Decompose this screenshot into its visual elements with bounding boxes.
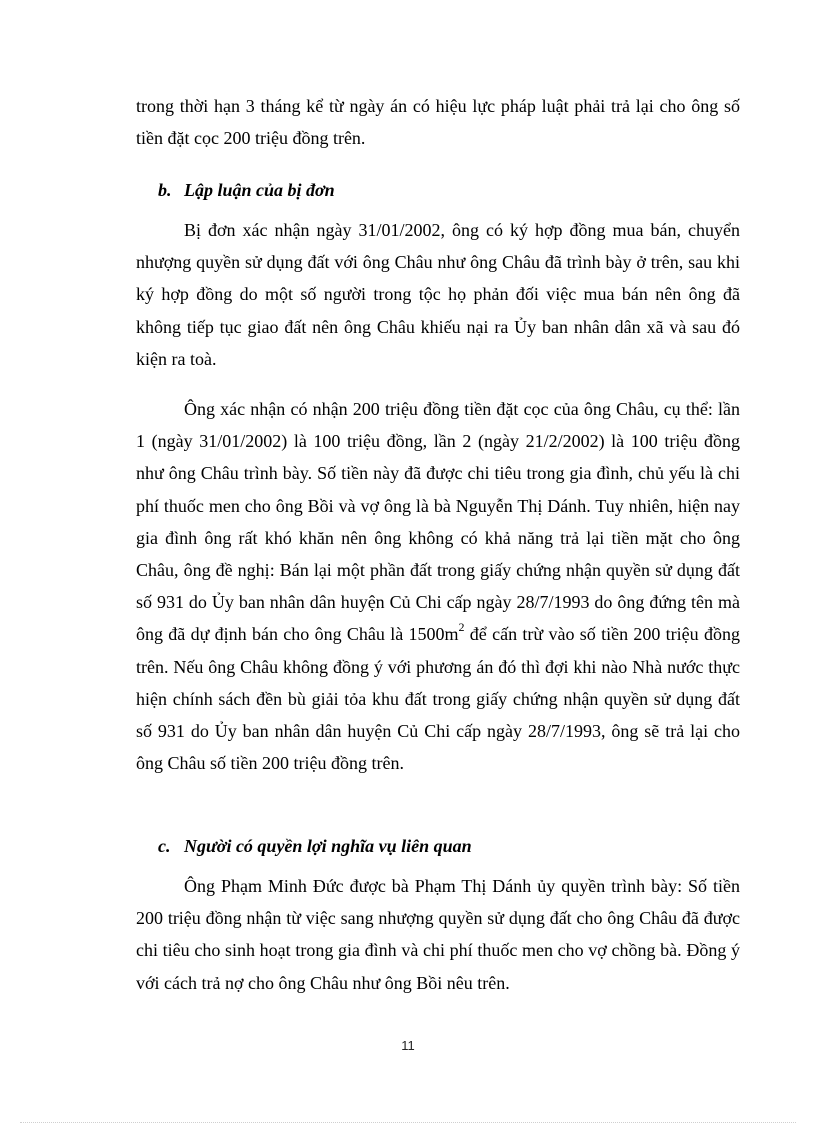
section-b-paragraph-1-text: Bị đơn xác nhận ngày 31/01/2002, ông có ký hợp đồng mua bán, chuyển nhượng quyền sử dụng đất với ông Châu như ông Châu đã trình bày ở trên, sau khi ký hợp đồng do một số người trong tộc họ phản đối việc mua bán nên ông đã không tiếp tục giao đất nên ông Châu khiếu nại ra Ủy ban nhân dân xã và sau đó kiện ra toà.	[136, 220, 740, 369]
section-b-paragraph-2-text	[136, 393, 740, 779]
intro-paragraph	[136, 90, 740, 154]
section-c-heading	[158, 834, 472, 858]
section-b-title: Lập luận của bị đơn	[184, 180, 335, 200]
section-c-label: c.	[158, 836, 171, 856]
section-b-paragraph-2-part-1: Ông xác nhận có nhận 200 triệu đồng tiền đặt cọc của ông Châu, cụ thể: lần 1 (ngày 31/01/2002) là 100 triệu đồng, lần 2 (ngày 21/2/2002) là 100 triệu đồng như ông Châu trình bày. Số tiền này đã được chi tiêu trong gia đình, chủ yếu là chi phí thuốc men cho ông Bồi và vợ ông là bà Nguyễn Thị Dánh. Tuy nhiên, hiện nay gia đình ông rất khó khăn nên ông không có khả năng trả lại tiền mặt cho ông Châu, ông đề nghị: Bán lại một phần đất trong giấy chứng nhận quyền sử dụng đất số 931 do Ủy ban nhân dân huyện Củ Chi cấp ngày 28/7/1993 do ông đứng tên mà ông đã dự định bán cho ông Châu là 1500m	[136, 399, 740, 645]
section-b-label: b.	[158, 180, 172, 200]
section-b-paragraph-1	[136, 214, 740, 375]
section-b-paragraph-2-part-2: để cấn trừ vào số tiền 200 triệu đồng trên. Nếu ông Châu không đồng ý với phương án đó thì đợi khi nào Nhà nước thực hiện chính sách đền bù giải tỏa khu đất trong giấy chứng nhận quyền sử dụng đất số 931 do Ủy ban nhân dân huyện Củ Chi cấp ngày 28/7/1993, ông sẽ trả lại cho ông Châu số tiền 200 triệu đồng trên.	[136, 624, 740, 774]
section-b-heading	[158, 178, 335, 202]
page-number: 11	[401, 1038, 415, 1053]
intro-text: trong thời hạn 3 tháng kể từ ngày án có hiệu lực pháp luật phải trả lại cho ông số tiền đặt cọc 200 triệu đồng trên.	[136, 96, 740, 149]
section-b-paragraph-2	[136, 393, 740, 779]
area-superscript: 2	[458, 620, 465, 635]
section-c-title: Người có quyền lợi nghĩa vụ liên quan	[184, 836, 472, 856]
section-c-paragraph-1	[136, 870, 740, 999]
section-c-paragraph-1-text: Ông Phạm Minh Đức được bà Phạm Thị Dánh ủy quyền trình bày: Số tiền 200 triệu đồng nhận từ việc sang nhượng quyền sử dụng đất cho ông Châu đã được chi tiêu cho sinh hoạt trong gia đình và chi phí thuốc men cho vợ chồng bà. Đồng ý với cách trả nợ cho ông Châu như ông Bồi nêu trên.	[136, 876, 740, 993]
